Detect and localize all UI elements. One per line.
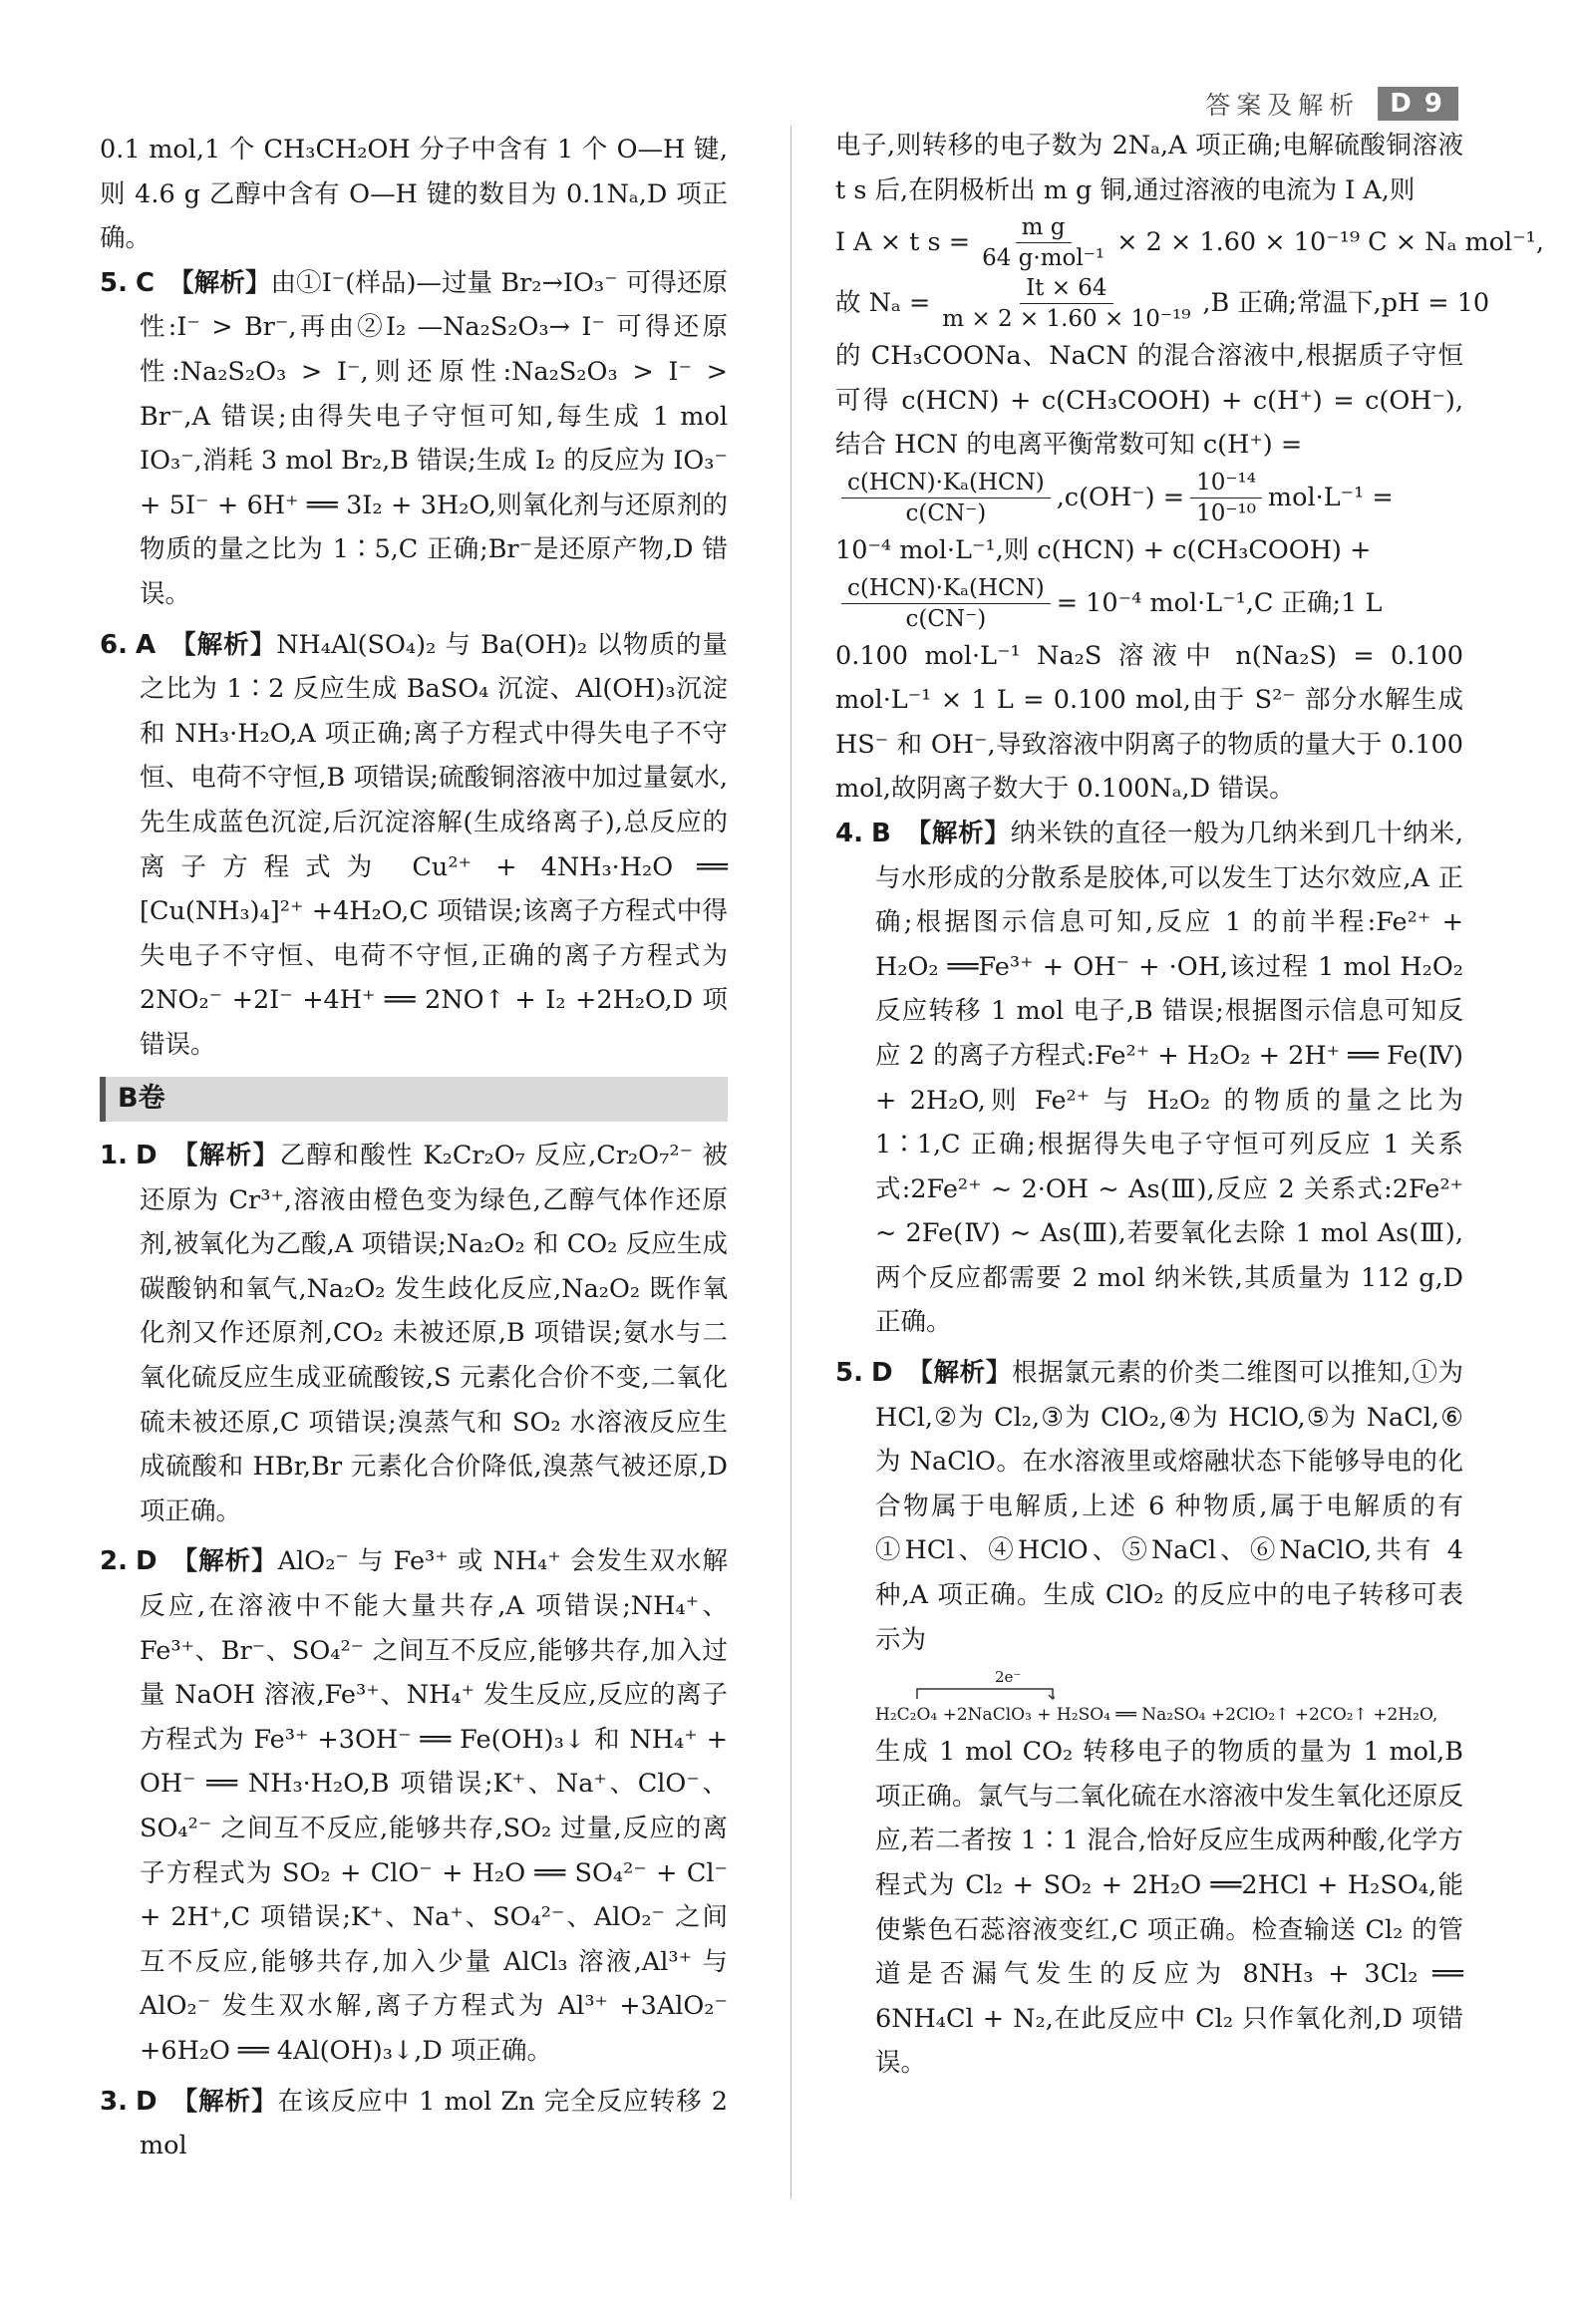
numerator: It × 64 <box>1020 273 1113 304</box>
redox-equation: H₂C₂O₄ +2NaClO₃ + H₂SO₄ ══ Na₂SO₄ +2ClO₂↑ +2CO₂↑ +2H₂O, <box>875 1705 1438 1726</box>
equation-rhs: mol·L⁻¹ = <box>1267 483 1394 513</box>
continued-text: 生成 1 mol CO₂ 转移电子的物质的量为 1 mol,B 项正确。氯气与二氧化硫在水溶液中发生氧化还原反应,若二者按 1∶1 混合,恰好反应生成两种酸,化学方程式为 Cl₂ + SO₂ + 2H₂O ══2HCl + H₂SO₄,能使紫色石蕊溶液变红,C 项正确。检查输送 Cl₂ 的管道是否漏气发生的反应为 8NH₃ + 3Cl₂ ══ 6NH₄Cl + N₂,在此反应中 Cl₂ 只作氧化剂,D 项错误。 <box>875 1737 1463 2079</box>
analysis-tag: 【解析】 <box>904 818 1011 848</box>
numerator: c(HCN)·Kₐ(HCN) <box>841 573 1051 604</box>
answer-item-b3 <box>100 2080 728 2168</box>
denominator: c(CN⁻) <box>905 605 987 632</box>
denominator: c(CN⁻) <box>905 499 987 526</box>
fraction <box>841 468 1051 528</box>
page-header <box>1205 86 1458 122</box>
numerator: 10⁻¹⁴ <box>1190 468 1262 498</box>
page-number-badge: D 9 <box>1378 87 1458 121</box>
analysis-text: AlO₂⁻ 与 Fe³⁺ 或 NH₄⁺ 会发生双水解反应,在溶液中不能大量共存,A 项错误;NH₄⁺、Fe³⁺、Br⁻、SO₄²⁻ 之间互不反应,能够共存,加入过量 NaOH 溶液,Fe³⁺、NH₄⁺ 发生反应,反应的离子方程式为 Fe³⁺ +3OH⁻ ══ Fe(OH)₃↓ 和 NH₄⁺ + OH⁻ ══ NH₃·H₂O,B 项错误;K⁺、Na⁺、ClO⁻、SO₄²⁻ 之间互不反应,能够共存,SO₂ 过量,反应的离子方程式为 SO₂ + ClO⁻ + H₂O ══ SO₄²⁻ + Cl⁻ + 2H⁺,C 项错误;K⁺、Na⁺、SO₄²⁻、AlO₂⁻ 之间互不反应,能够共存,加入少量 AlCl₃ 溶液,Al³⁺ 与 AlO₂⁻ 发生双水解,离子方程式为 Al³⁺ +3AlO₂⁻ +6H₂O ══ 4Al(OH)₃↓,D 项正确。 <box>140 1546 728 2066</box>
answer-item-6 <box>100 623 728 1068</box>
equation-ka <box>835 573 1463 634</box>
fraction <box>841 573 1051 634</box>
answer-item-b5 <box>835 1351 1463 1662</box>
item-number: 5. <box>835 1358 863 1389</box>
continued-text: 0.1 mol,1 个 CH₃CH₂OH 分子中含有 1 个 O—H 键,则 4.6 g 乙醇中含有 O—H 键的数目为 0.1Nₐ,D 项正确。 <box>100 135 728 254</box>
equation-hplus <box>835 468 1463 528</box>
analysis-tag: 【解析】 <box>906 1358 1012 1389</box>
equation-mid: ,c(OH⁻) = <box>1056 483 1185 513</box>
analysis-tag: 【解析】 <box>170 1141 280 1171</box>
answer-letter: D <box>136 1546 158 1577</box>
answer-letter: C <box>136 267 156 298</box>
left-column <box>100 128 728 2174</box>
right-column <box>835 124 1544 2086</box>
analysis-text: 在该反应中 1 mol Zn 完全反应转移 2 mol <box>140 2086 728 2161</box>
fraction <box>976 212 1110 273</box>
item-number: 5. <box>100 267 128 298</box>
column-divider <box>790 126 791 2199</box>
electron-transfer-diagram <box>835 1668 1463 1730</box>
analysis-text: 由①I⁻(样品)—过量 Br₂→IO₃⁻ 可得还原性:I⁻ > Br⁻,再由②I₂ —Na₂S₂O₃→ I⁻ 可得还原性:Na₂S₂O₃ > I⁻,则还原性:Na₂S₂O₃ > I⁻ > Br⁻,A 错误;由得失电子守恒可知,每生成 1 mol IO₃⁻,消耗 3 mol Br₂,B 错误;生成 I₂ 的反应为 IO₃⁻ + 5I⁻ + 6H⁺ ══ 3I₂ + 3H₂O,则氧化剂与还原剂的物质的量之比为 1∶5,C 正确;Br⁻是还原产物,D 错误。 <box>140 267 728 609</box>
analysis-text: 根据氯元素的价类二维图可以推知,①为 HCl,②为 Cl₂,③为 ClO₂,④为 HClO,⑤为 NaCl,⑥为 NaClO。在水溶液里或熔融状态下能够导电的化合物属于电解质,上述 6 种物质,属于电解质的有①HCl、④HClO、⑤NaCl、⑥NaClO,共有 4 种,A 项正确。生成 ClO₂ 的反应中的电子转移可表示为 <box>875 1358 1463 1655</box>
analysis-tag: 【解析】 <box>170 1546 278 1577</box>
denominator: 10⁻¹⁰ <box>1196 499 1256 526</box>
denominator: m × 2 × 1.60 × 10⁻¹⁹ <box>942 306 1191 333</box>
item-number: 3. <box>100 2086 128 2117</box>
denominator: 64 g·mol⁻¹ <box>982 245 1105 272</box>
equation-lhs: 故 Nₐ = <box>835 288 931 319</box>
answer-letter: A <box>136 629 157 660</box>
item-number: 6. <box>100 629 128 660</box>
fraction <box>1190 468 1262 528</box>
answer-letter: D <box>136 1141 158 1171</box>
analysis-text: 乙醇和酸性 K₂Cr₂O₇ 反应,Cr₂O₇²⁻ 被还原为 Cr³⁺,溶液由橙色变为绿色,乙醇气体作还原剂,被氧化为乙酸,A 项错误;Na₂O₂ 和 CO₂ 反应生成碳酸钠和氧气,Na₂O₂ 发生歧化反应,Na₂O₂ 既作氧化剂又作还原剂,CO₂ 未被还原,B 项错误;氨水与二氧化硫反应生成亚硫酸铵,S 元素化合价不变,二氧化硫未被还原,C 项错误;溴蒸气和 SO₂ 水溶液反应生成硫酸和 HBr,Br 元素化合价降低,溴蒸气被还原,D 项正确。 <box>140 1141 728 1526</box>
answer-item-5 <box>100 261 728 617</box>
answer-letter: B <box>871 818 891 848</box>
equation-current <box>835 212 1544 273</box>
equation-rhs: = 10⁻⁴ mol·L⁻¹,C 正确;1 L <box>1056 587 1383 618</box>
fraction <box>936 273 1196 334</box>
equation-lhs: I A × t s = <box>835 227 971 258</box>
electron-transfer-label: 2e⁻ <box>995 1668 1022 1687</box>
item-number: 1. <box>100 1141 128 1171</box>
analysis-text: NH₄Al(SO₄)₂ 与 Ba(OH)₂ 以物质的量之比为 1∶2 反应生成 BaSO₄ 沉淀、Al(OH)₃沉淀和 NH₃·H₂O,A 项正确;离子方程式中得失电子不守恒、电荷不守恒,B 项错误;硫酸铜溶液中加过量氨水,先生成蓝色沉淀,后沉淀溶解(生成络离子),总反应的离子方程式为 Cu²⁺ + 4NH₃·H₂O ══ [Cu(NH₃)₄]²⁺ +4H₂O,C 项错误;该离子方程式中得失电子不守恒、电荷不守恒,正确的离子方程式为 2NO₂⁻ +2I⁻ +4H⁺ ══ 2NO↑ + I₂ +2H₂O,D 项错误。 <box>140 629 728 1060</box>
section-heading: B卷 <box>100 1077 728 1122</box>
header-title: 答案及解析 <box>1205 91 1361 120</box>
answer-item-b4 <box>835 812 1463 1345</box>
electron-transfer-bracket <box>915 1686 1055 1700</box>
continued-text: 0.100 mol·L⁻¹ Na₂S 溶液中 n(Na₂S) = 0.100 mol·L⁻¹ × 1 L = 0.100 mol,由于 S²⁻ 部分水解生成 HS⁻ 和 OH⁻,导致溶液中阴离子的物质的量大于 0.100 mol,故阴离子数大于 0.100Nₐ,D 错误。 <box>835 640 1463 805</box>
analysis-tag: 【解析】 <box>170 2086 278 2117</box>
answer-item-b1 <box>100 1134 728 1533</box>
analysis-tag: 【解析】 <box>169 629 277 660</box>
answer-item-b2 <box>100 1539 728 2073</box>
equation-rhs: ,B 正确;常温下,pH = 10 <box>1202 288 1490 319</box>
equation-avogadro <box>835 273 1490 334</box>
answer-letter: D <box>136 2086 158 2117</box>
answer-letter: D <box>871 1358 893 1389</box>
continued-text: 10⁻⁴ mol·L⁻¹,则 c(HCN) + c(CH₃COOH) + <box>835 534 1372 565</box>
item-number: 2. <box>100 1546 128 1577</box>
analysis-tag: 【解析】 <box>168 267 271 298</box>
numerator: c(HCN)·Kₐ(HCN) <box>841 468 1051 498</box>
equation-rhs: × 2 × 1.60 × 10⁻¹⁹ C × Nₐ mol⁻¹, <box>1116 227 1544 258</box>
item-number: 4. <box>835 818 863 848</box>
analysis-text: 纳米铁的直径一般为几纳米到几十纳米,与水形成的分散系是胶体,可以发生丁达尔效应,A 正确;根据图示信息可知,反应 1 的前半程:Fe²⁺ + H₂O₂ ══Fe³⁺ + OH⁻ + ·OH,该过程 1 mol H₂O₂ 反应转移 1 mol 电子,B 错误;根据图示信息可知反应 2 的离子方程式:Fe²⁺ + H₂O₂ + 2H⁺ ══ Fe(Ⅳ) + 2H₂O,则 Fe²⁺ 与 H₂O₂ 的物质的量之比为 1∶1,C 正确;根据得失电子守恒可列反应 1 关系式:2Fe²⁺ ~ 2·OH ~ As(Ⅲ),反应 2 关系式:2Fe²⁺ ~ 2Fe(Ⅳ) ~ As(Ⅲ),若要氧化去除 1 mol As(Ⅲ),两个反应都需要 2 mol 纳米铁,其质量为 112 g,D 正确。 <box>875 818 1463 1338</box>
continued-text: 电子,则转移的电子数为 2Nₐ,A 项正确;电解硫酸铜溶液 t s 后,在阴极析出 m g 铜,通过溶液的电流为 I A,则 <box>835 131 1463 205</box>
continued-text: 的 CH₃COONa、NaCN 的混合溶液中,根据质子守恒可得 c(HCN) + c(CH₃COOH) + c(H⁺) = c(OH⁻),结合 HCN 的电离平衡常数可知 c(H⁺) = <box>835 341 1463 461</box>
numerator: m g <box>1016 212 1072 243</box>
